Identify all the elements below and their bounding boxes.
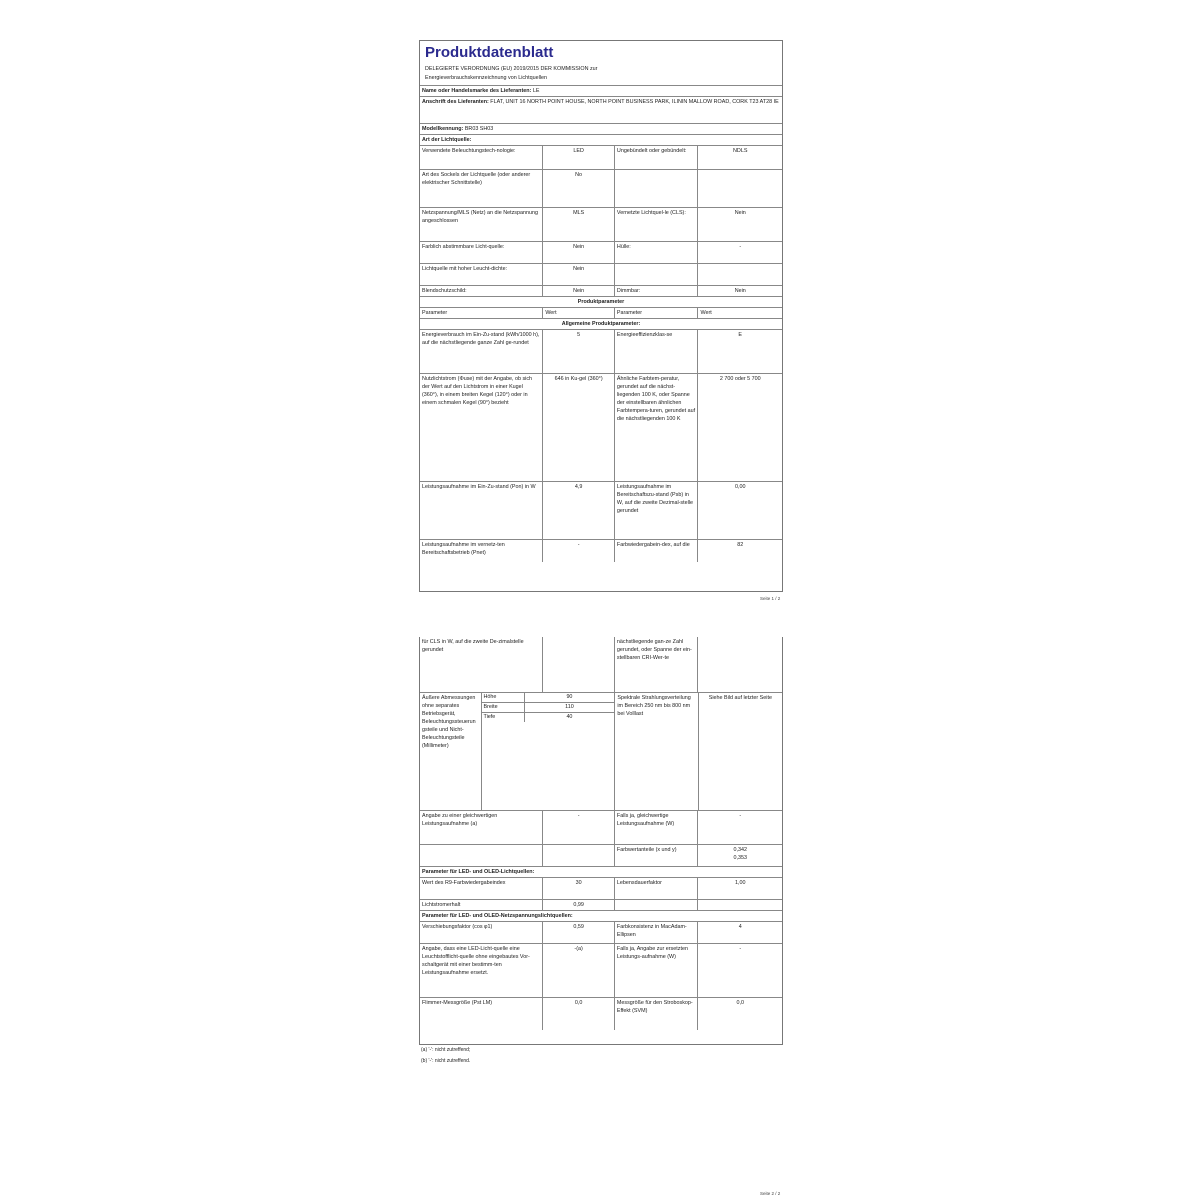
- row-label: Energieeffizienzklas-se: [615, 330, 699, 373]
- row-value: -: [543, 540, 615, 562]
- supplier-name-value: LE: [532, 88, 540, 94]
- row-label: nächstliegende gan-ze Zahl gerundet, oder Spanne der ein-stellbaren CRI-Wer-te: [615, 637, 699, 692]
- dimensions-row: [420, 693, 782, 811]
- col-header-value: Wert: [700, 310, 712, 316]
- page-number-2: Seite 2 / 2: [760, 1191, 781, 1196]
- row-value: Nein: [543, 242, 615, 263]
- row-value: MLS: [543, 208, 615, 241]
- row-value: [698, 637, 782, 692]
- col-header-param: Parameter: [420, 308, 543, 318]
- row-label: Angabe, dass eine LED-Licht-quelle eine Leuchtstofflicht-quelle ohne eingebautes Vor-schaltgerät mit einer bestimm-ten Leistungsaufnahme ersetzt.: [420, 944, 543, 997]
- led-params-heading-row: [420, 867, 782, 878]
- row-label: Vernetzte Lichtquel-le (CLS):: [615, 208, 699, 241]
- row-label: Messgröße für den Stroboskop-Effekt (SVM): [615, 998, 699, 1030]
- model-row: [420, 124, 782, 135]
- row-label: Farbwiedergabein-dex, auf die: [615, 540, 699, 562]
- row-label: [420, 845, 543, 866]
- row-value: [543, 637, 615, 692]
- supplier-address-label: Anschrift des Lieferanten:: [422, 99, 489, 105]
- table-row: [420, 998, 782, 1030]
- table-row: [420, 482, 782, 540]
- spectral-label: Spektrale Strahlungsverteilung im Bereich 250 nm bis 800 nm bei Volllast: [615, 693, 698, 810]
- row-value: -(a): [543, 944, 615, 997]
- col-header-value: Wert: [543, 308, 615, 318]
- spectral-value: Siehe Bild auf letzter Seite: [708, 695, 772, 701]
- supplier-name-label: Name oder Handelsmarke des Lieferanten:: [422, 88, 532, 94]
- row-label: Falls ja, gleichwertige Leistungsaufnahme (W): [615, 811, 699, 844]
- model-label: Modellkennung:: [422, 126, 464, 132]
- row-value: 2 700 oder 5 700: [719, 376, 761, 382]
- table-row: [420, 146, 782, 170]
- row-label: Lichtquelle mit hoher Leucht-dichte:: [420, 264, 543, 285]
- table-row: [420, 170, 782, 208]
- table-row: [420, 811, 782, 845]
- row-label: Leistungsaufnahme im Ein-Zu-stand (Pon) in W: [420, 482, 543, 539]
- row-label: Farbkonsistenz in MacAdam-Ellipsen: [615, 922, 699, 943]
- row-value: 0,99: [543, 900, 615, 910]
- row-value: NDLS: [733, 148, 748, 154]
- row-value: 646 in Ku-gel (360°): [543, 374, 615, 481]
- row-label: [615, 900, 699, 910]
- col-header-param: Parameter: [615, 308, 699, 318]
- row-label: Netzspannung/MLS (Netz) an die Netzspannung angeschlossen: [420, 208, 543, 241]
- row-value: 0,59: [543, 922, 615, 943]
- page-number-1: Seite 1 / 2: [760, 596, 781, 601]
- row-label: Dimmbar:: [615, 286, 699, 296]
- table-row: [420, 900, 782, 911]
- row-label: Lichtstromerhalt: [420, 900, 543, 910]
- row-label: [615, 264, 699, 285]
- dimensions-values: [482, 693, 616, 810]
- row-label: für CLS in W, auf die zweite De-zimalstelle gerundet: [420, 637, 543, 692]
- regulation-line-1: DELEGIERTE VERORDNUNG (EU) 2019/2015 DER KOMMISSION zur: [425, 66, 598, 72]
- row-value: [698, 170, 782, 207]
- led-params-heading: Parameter für LED- und OLED-Lichtquellen:: [422, 869, 535, 875]
- product-params-heading: Produktparameter: [577, 299, 625, 305]
- footnote-b: (b) '-': nicht zutreffend.: [421, 1058, 471, 1064]
- row-label: Art des Sockels der Lichtquelle (oder anderer elektrischer Schnittstelle): [420, 170, 543, 207]
- table-row: [420, 208, 782, 242]
- mains-params-heading-row: [420, 911, 782, 922]
- page-title: Produktdatenblatt: [425, 44, 554, 61]
- table-row: [420, 637, 782, 693]
- row-value: 4: [738, 924, 742, 930]
- table-row: [420, 845, 782, 867]
- row-value: No: [543, 170, 615, 207]
- row-value: E: [738, 332, 743, 338]
- light-source-type-label: Art der Lichtquelle:: [422, 137, 472, 143]
- row-value: 0,0: [736, 1000, 744, 1006]
- row-label: Verwendete Beleuchtungstech-nologie:: [420, 146, 543, 169]
- row-label: Leistungsaufnahme im vernetz-ten Bereitschaftsbetrieb (Pnet): [420, 540, 543, 562]
- row-value: Nein: [734, 210, 746, 216]
- row-value: 30: [543, 878, 615, 899]
- row-value: -: [543, 811, 615, 844]
- model-value: BR03 SH03: [464, 126, 494, 132]
- row-label: Flimmer-Messgröße (Pst LM): [420, 998, 543, 1030]
- row-label: Farblich abstimmbare Licht-quelle:: [420, 242, 543, 263]
- datasheet-page-1: [419, 40, 783, 592]
- row-value: Nein: [543, 264, 615, 285]
- row-label: Ähnliche Farbtem-peratur, gerundet auf die nächst-liegenden 100 K, oder Spanne der einstellbaren ähnlichen Farbtempera-turen, gerundet auf die nächstliegenden 100 K: [615, 374, 699, 481]
- supplier-address-value: FLAT, UNIT 16 NORTH POINT HOUSE, NORTH POINT BUSINESS PARK, ILININ MALLOW ROAD, CORK T23 AT28 IE: [490, 99, 779, 105]
- row-label: Hülle:: [615, 242, 699, 263]
- row-value: [698, 264, 782, 285]
- column-header-row: [420, 308, 782, 319]
- table-row: [420, 878, 782, 900]
- product-params-heading-row: [420, 297, 782, 308]
- row-value: 0,0: [543, 998, 615, 1030]
- row-label: Lebensdauerfaktor: [615, 878, 699, 899]
- row-label: Leistungsaufnahme im Bereitschaftszu-stand (Psb) in W, auf die zweite Dezimal-stelle gerundet: [615, 482, 699, 539]
- dimension-width: Breite 110: [482, 703, 615, 713]
- dimension-height: Höhe 90: [482, 693, 615, 703]
- table-row: [420, 242, 782, 264]
- row-label: Nutzlichtstrom (Φuse) mit der Angabe, ob sich der Wert auf den Lichtstrom in einer Kugel (360°), in einem breiten Kegel (120°) oder in einem schmalen Kegel (90°) bezieht: [420, 374, 543, 481]
- table-row: [420, 264, 782, 286]
- row-value: 4,9: [543, 482, 615, 539]
- footnote-a: (a) '-': nicht zutreffend;: [421, 1047, 471, 1053]
- light-source-type-row: [420, 135, 782, 146]
- datasheet-page-2: [419, 637, 783, 1045]
- row-label: Energieverbrauch im Ein-Zu-stand (kWh/1000 h), auf die nächstliegende ganze Zahl ge-rundet: [420, 330, 543, 373]
- row-value: [698, 900, 782, 910]
- sheet-header: [420, 41, 782, 86]
- row-label: Blendschutzschild:: [420, 286, 543, 296]
- dimension-depth: Tiefe 40: [483, 714, 573, 720]
- row-value: -: [739, 946, 742, 952]
- table-row: [420, 944, 782, 998]
- row-value: 5: [543, 330, 615, 373]
- row-value: 0,342 0,353: [733, 847, 747, 861]
- row-value: -: [739, 813, 742, 819]
- row-label: Farbwertanteile (x und y): [615, 845, 699, 866]
- dimensions-label: Äußere Abmessungen ohne separates Betriebsgerät, Beleuchtungssteuerungsteile und Nicht-Beleuchtungsteile (Millimeter): [420, 693, 482, 810]
- table-row: [420, 540, 782, 562]
- row-value: Nein: [543, 286, 615, 296]
- supplier-name-row: [420, 86, 782, 97]
- table-row: [420, 330, 782, 374]
- row-label: Falls ja, Angabe zur ersetzten Leistungs-aufnahme (W): [615, 944, 699, 997]
- row-label: [615, 170, 699, 207]
- row-value: [543, 845, 615, 866]
- table-row: [420, 374, 782, 482]
- mains-params-heading: Parameter für LED- und OLED-Netzspannungslichtquellen:: [422, 913, 573, 919]
- row-value: 0,00: [734, 484, 746, 490]
- table-row: [420, 922, 782, 944]
- row-value: -: [739, 244, 742, 250]
- row-value: 82: [737, 542, 744, 548]
- general-params-heading: Allgemeine Produktparameter:: [561, 321, 641, 327]
- supplier-address-row: [420, 97, 782, 124]
- row-label: Angabe zu einer gleichwertigen Leistungsaufnahme (a): [420, 811, 543, 844]
- table-row: [420, 286, 782, 297]
- row-value: 1,00: [734, 880, 746, 886]
- general-params-heading-row: [420, 319, 782, 330]
- row-label: Ungebündelt oder gebündelt:: [615, 146, 699, 169]
- row-value: LED: [543, 146, 615, 169]
- row-label: Wert des R9-Farbwiedergabeindex: [420, 878, 543, 899]
- row-label: Verschiebungsfaktor (cos φ1): [420, 922, 543, 943]
- row-value: Nein: [734, 288, 746, 294]
- regulation-line-2: Energieverbrauchskennzeichnung von Lichtquellen: [425, 75, 547, 81]
